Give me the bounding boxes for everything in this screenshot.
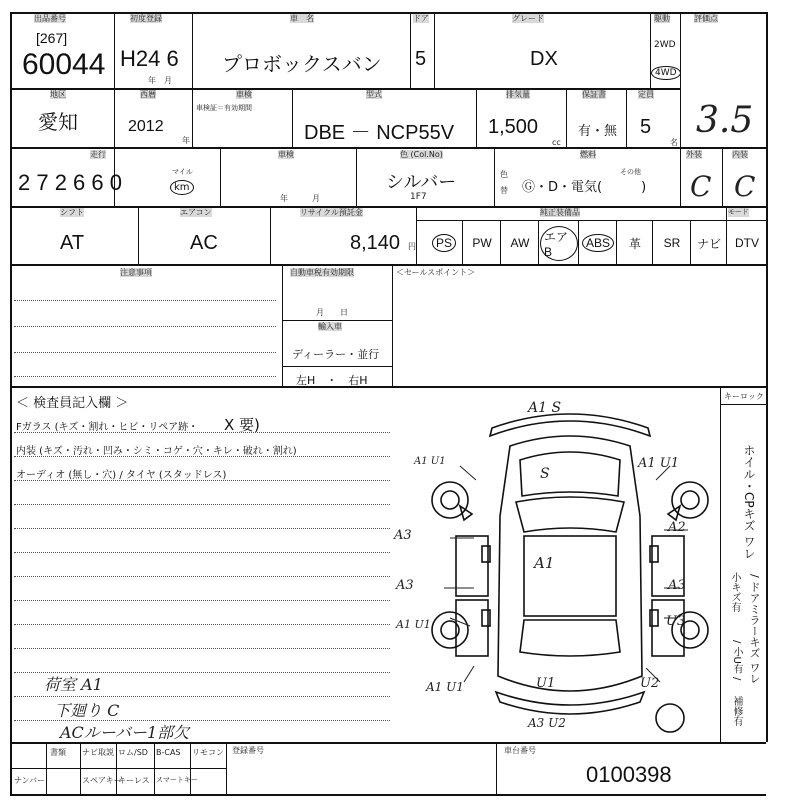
color-change-top: 色 <box>500 170 508 179</box>
label-score: 評価点 <box>694 14 718 23</box>
footer-docs: 書類 <box>50 748 66 757</box>
label-region: 地区 <box>50 90 66 99</box>
inspector-line <box>14 576 390 577</box>
vline-f6 <box>226 742 227 794</box>
label-lot: 出品番号 <box>34 14 66 23</box>
label-import: 輸入車 <box>318 322 342 331</box>
label-color: 色 (Col.No) <box>400 150 443 159</box>
mark-left-rear: A1 U1 <box>396 618 431 631</box>
inspector-line <box>14 456 390 457</box>
label-model: 型式 <box>366 90 382 99</box>
hline-f <box>10 768 226 769</box>
vline-r <box>270 206 271 264</box>
color-change-bottom: 替 <box>500 186 508 195</box>
vline-keylock <box>720 386 721 742</box>
car-name: プロボックスバン <box>222 52 382 76</box>
row-line-5 <box>10 386 766 388</box>
ac-value: AC <box>190 232 218 254</box>
mark-right-rear: U3 <box>666 614 686 629</box>
year-value: 2012 <box>128 118 164 135</box>
capacity-unit: 名 <box>670 138 678 147</box>
vline-l <box>220 148 221 206</box>
lot-number: 60044 <box>22 48 106 81</box>
capacity-value: 5 <box>640 116 652 138</box>
vline-m <box>356 148 357 206</box>
equipment-label: 革 <box>628 236 641 251</box>
label-shift: シフト <box>60 208 84 217</box>
equipment-label: SR <box>663 236 681 250</box>
inspect-date-unit: 年 月 <box>280 194 320 203</box>
row-line-1 <box>10 88 680 90</box>
car-diagram <box>420 396 720 742</box>
drive-2wd: 2WD <box>654 40 676 50</box>
vline-f <box>680 12 681 148</box>
footer-smart: スマートキー <box>156 776 198 784</box>
vline-k <box>626 88 627 148</box>
mark-rear-center: U1 <box>536 676 556 691</box>
footer-spare: スペアキー <box>82 776 122 785</box>
side-text-1: ホイル・CPキズ ワレ <box>742 444 756 560</box>
label-sales: ＜セールスポイント＞ <box>396 268 476 277</box>
recycle-unit: 円 <box>408 242 416 251</box>
vline-i <box>476 88 477 148</box>
cc-unit: cc <box>552 138 561 147</box>
reg-month-unit: 年 月 <box>148 76 172 85</box>
vline-x <box>616 220 617 264</box>
year-unit: 年 <box>182 136 190 145</box>
label-doors: ドア <box>413 14 429 23</box>
label-equipment: 純正装備品 <box>540 208 580 217</box>
label-name: 車 名 <box>290 14 314 23</box>
label-inspect: 車検 <box>236 90 252 99</box>
notes-line-2 <box>14 326 276 327</box>
inspector-line <box>14 528 390 529</box>
mark-hood: S <box>540 466 550 482</box>
mark-rear-right: U2 <box>640 676 660 691</box>
fuel-value: Ⓖ・D・電気( ) <box>522 180 647 195</box>
equipment-label: DTV <box>735 236 759 250</box>
row-line-2 <box>10 147 766 149</box>
label-ext: 外装 <box>686 150 702 159</box>
footer-keyless: キーレス <box>118 776 150 785</box>
registration-date: H24 6 <box>120 46 179 71</box>
interior-score: C <box>734 170 756 203</box>
vline-n <box>494 148 495 206</box>
inspector-line <box>14 648 390 649</box>
handle-value: 左H ・ 右H <box>296 374 368 387</box>
label-mode: モード <box>728 208 749 216</box>
mark-rear-bumper: A3 U2 <box>528 716 566 730</box>
hand-note-3: ACルーバー1部欠 <box>60 723 190 742</box>
footer-remote: リモコン <box>192 748 224 757</box>
side-legend-4 <box>730 640 742 680</box>
label-warranty: 保証書 <box>582 90 606 99</box>
vline-v <box>538 220 539 264</box>
footer-rom: ロム/SD <box>118 748 148 757</box>
side-legend <box>742 444 756 559</box>
inspector-line <box>14 696 390 697</box>
chassis-number: 0100398 <box>586 762 672 787</box>
mark-front-left: A1 U1 <box>414 456 446 467</box>
import-value: ディーラー・並行 <box>292 348 380 361</box>
vline-b <box>192 12 193 88</box>
vline-g <box>192 88 193 148</box>
inspector-line <box>14 600 390 601</box>
vline-p <box>722 148 723 206</box>
equipment-6 <box>618 228 652 258</box>
label-tax: 自動車税有効期限 <box>290 268 354 277</box>
audio-row: オーディオ (無し・穴) / タイヤ (スタッドレス) <box>16 470 227 481</box>
equipment-top-line <box>416 220 766 221</box>
inspector-line <box>14 504 390 505</box>
mark-left-door: A3 <box>396 578 414 593</box>
equipment-label: ナビ <box>696 236 721 251</box>
key-lock-label: キーロック <box>724 392 764 401</box>
vline-z <box>690 220 691 264</box>
label-grade: グレード <box>512 14 544 23</box>
warranty-value: 有・無 <box>578 124 618 139</box>
row-line-3 <box>10 206 766 208</box>
side-text-4: / 小U有 / <box>731 640 742 681</box>
inspector-line <box>14 624 390 625</box>
door-count: 5 <box>415 48 427 70</box>
mark-front-right: A1 U1 <box>638 456 680 471</box>
notes-line-4 <box>14 376 276 377</box>
drive-4wd: 4WD <box>651 66 681 80</box>
hand-note-1: 荷室 A1 <box>44 675 103 694</box>
vline-aa <box>726 206 727 264</box>
km-label: km <box>170 180 194 195</box>
tax-unit: 月 日 <box>316 308 348 317</box>
equipment-2 <box>464 228 500 258</box>
mark-rear-left: A1 U1 <box>426 680 464 694</box>
equipment-label: エアB <box>540 226 578 261</box>
glass-row: Fガラス (キズ・割れ・ヒビ・リペア跡・ <box>16 422 199 433</box>
color-number: 1F7 <box>410 192 427 202</box>
label-cc: 排気量 <box>506 90 530 99</box>
equipment-label: PW <box>472 236 492 250</box>
cc-value: 1,500 <box>488 116 539 138</box>
side-text-5: 補修有 <box>731 696 742 726</box>
model-value: DBE － NCP55V <box>304 122 455 144</box>
inspect-note: 車検証＝有効期間 <box>196 104 252 112</box>
vline-y <box>652 220 653 264</box>
interior-row: 内装 (キズ・汚れ・凹み・シミ・コゲ・穴・キレ・破れ・割れ) <box>16 446 297 457</box>
vline-w <box>578 220 579 264</box>
inspector-line <box>14 552 390 553</box>
footer-navi: ナビ取説 <box>82 748 114 757</box>
vline-h <box>292 88 293 148</box>
frame-right <box>766 12 768 742</box>
equipment-8 <box>692 228 726 258</box>
frame-top <box>10 12 766 14</box>
mark-roof: A1 <box>534 554 555 572</box>
hline-keylock <box>720 404 766 405</box>
hand-note-2: 下廻り C <box>54 701 120 720</box>
vline-c <box>410 12 411 88</box>
footer-chassis-label: 車台番号 <box>504 746 536 755</box>
equipment-4 <box>540 228 578 258</box>
fuel-other: その他 <box>620 168 641 176</box>
exterior-score: C <box>690 170 712 203</box>
glass-mark: X 要) <box>224 416 260 434</box>
vline-s <box>416 206 417 264</box>
vline-t <box>462 220 463 264</box>
equipment-9 <box>728 228 766 258</box>
side-text-3: / ドアミラーキズ ワレ <box>748 574 761 684</box>
equipment-7 <box>654 228 690 258</box>
grade-value: DX <box>530 48 558 70</box>
mileage-value: 2 7 2 6 6 0 <box>18 170 122 195</box>
side-legend-5 <box>730 696 742 726</box>
equipment-1 <box>426 228 462 258</box>
side-legend-3 <box>748 574 760 684</box>
vline-o <box>680 148 681 206</box>
footer-bcas: B-CAS <box>156 748 181 757</box>
inspector-title: ＜ 検査員記入欄 ＞ <box>16 396 129 411</box>
vline-q <box>138 206 139 264</box>
mile-label: マイル <box>172 168 193 176</box>
equipment-label: ABS <box>582 234 614 252</box>
hline-notes-b <box>282 366 392 367</box>
color-value: シルバー <box>386 172 457 193</box>
shift-value: AT <box>60 232 85 254</box>
label-fuel: 燃料 <box>580 150 596 159</box>
label-drive: 駆動 <box>654 14 670 23</box>
equipment-3 <box>502 228 538 258</box>
notes-line-3 <box>14 352 276 353</box>
equipment-label: AW <box>510 236 530 250</box>
notes-line-1 <box>14 300 276 301</box>
footer-misc: 登録番号 <box>232 746 264 755</box>
label-capacity: 定員 <box>638 90 654 99</box>
vline-notes-b <box>392 266 393 386</box>
side-legend-2 <box>728 572 740 612</box>
vline-j <box>566 88 567 148</box>
inspector-line <box>14 432 390 433</box>
hline-notes-a <box>282 320 392 321</box>
equipment-label: PS <box>432 234 456 252</box>
vline-d <box>434 12 435 88</box>
vline-e <box>650 12 651 88</box>
region-value: 愛知 <box>38 110 78 134</box>
row-line-4 <box>10 264 766 266</box>
side-text-2: 小キズ有 <box>729 572 740 612</box>
label-ac: エアコン <box>180 208 212 217</box>
vline-u <box>500 220 501 264</box>
label-year: 西暦 <box>140 90 156 99</box>
auction-score: 3.5 <box>696 100 754 141</box>
vline-f7 <box>496 742 497 794</box>
label-inspect-date: 車検 <box>278 150 294 159</box>
label-reg: 初度登録 <box>130 14 162 23</box>
mark-right-door: A3 <box>668 578 686 593</box>
mark-left-fender: A3 <box>394 528 412 543</box>
recycle-value: 8,140 <box>350 232 401 254</box>
frame-bottom <box>10 794 766 796</box>
footer-number: ナンバー <box>14 776 46 785</box>
equipment-5 <box>580 228 616 258</box>
mark-right-fender: A2 <box>668 520 686 535</box>
mark-front: A1 S <box>528 400 562 416</box>
inspector-line <box>14 480 390 481</box>
bracket-number: [267] <box>36 30 68 46</box>
label-recycle: リサイクル預託金 <box>300 208 363 217</box>
label-int: 内装 <box>732 150 748 159</box>
label-mileage: 走行 <box>90 150 106 159</box>
vline-notes-a <box>282 266 283 386</box>
frame-left <box>10 12 12 795</box>
label-notes: 注意事項 <box>120 268 152 277</box>
